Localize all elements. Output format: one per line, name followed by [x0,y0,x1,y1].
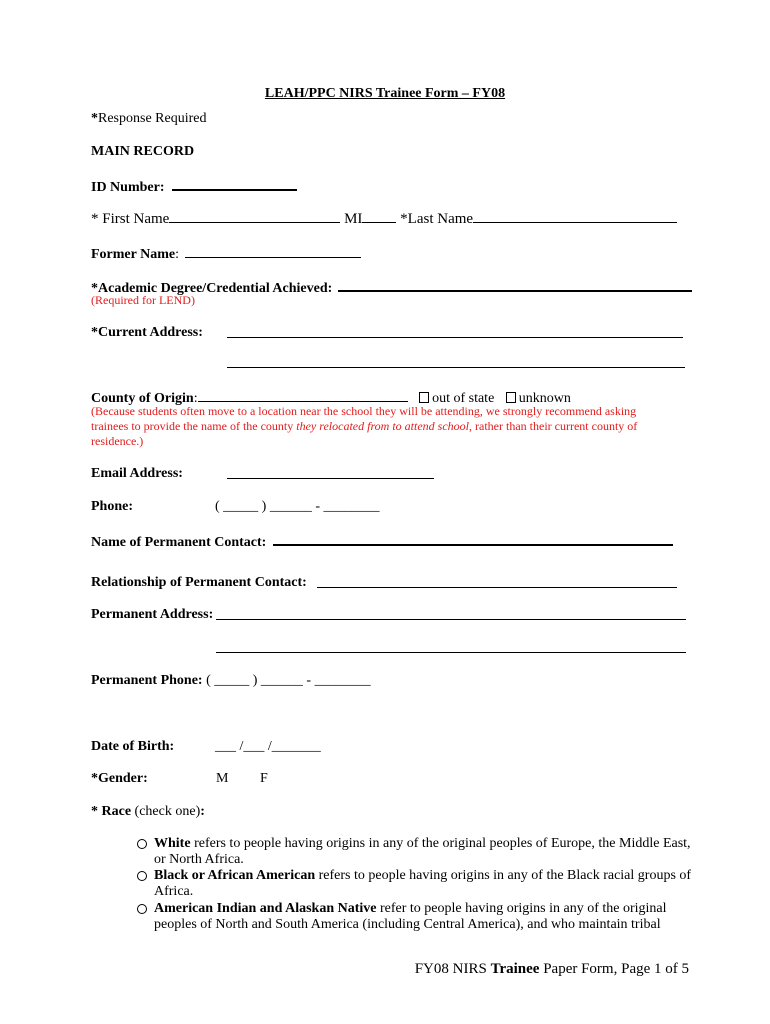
current-address-label: *Current Address: [91,325,203,340]
county-note-italic: they relocated from to attend school [296,419,470,433]
race-description-cont: Africa. [154,884,194,899]
response-required-note [91,110,206,127]
race-instruction: (check one) [131,804,201,819]
permanent-contact-field[interactable] [273,531,673,546]
dob-field[interactable]: ___ /___ /_______ [215,739,321,754]
race-term: Black or African American [154,868,316,883]
race-term: American Indian and Alaskan Native [154,901,377,916]
race-option-text [154,868,692,900]
county-colon: : [193,391,198,406]
former-name-colon: : [175,247,179,262]
permanent-contact-row [91,531,673,551]
permanent-address-line-1[interactable] [216,619,686,620]
last-name-label: *Last Name [400,211,474,227]
id-number-label: ID Number: [91,180,165,195]
county-note-line-3: residence.) [91,434,144,448]
former-name-label: Former Name [91,247,176,262]
race-description: refers to people having origins in any of the Black racial groups of [315,868,692,883]
first-name-field[interactable] [169,209,340,223]
footer-text-post: Paper Form, Page 1 of 5 [539,961,689,977]
county-note-text-b: , rather than their current county of [469,419,638,433]
degree-label: *Academic Degree/Credential Achieved: [91,281,333,296]
race-option-american-indian[interactable] [137,901,692,933]
race-description: refers to people having origins in any of the original peoples of Europe, the Middle East, [190,836,691,851]
form-title [0,85,770,102]
footer-text-bold: Trainee [490,961,540,977]
race-option-white[interactable] [137,836,692,868]
permanent-phone-label: Permanent Phone: [91,673,203,688]
required-text: Response Required [98,111,207,126]
unknown-label: unknown [518,391,571,406]
unknown-checkbox[interactable] [506,392,516,403]
county-note-line-2 [91,419,637,434]
permanent-phone-field[interactable]: ( _____ ) ______ - ________ [206,673,371,688]
permanent-phone-row [91,672,371,689]
mi-field[interactable] [362,209,396,223]
relationship-field[interactable] [317,587,677,588]
former-name-field[interactable] [185,244,361,258]
mi-label: MI [344,211,363,227]
county-label: County of Origin [91,391,194,406]
radio-bullet-icon[interactable] [137,839,147,849]
race-label: * Race [91,804,132,819]
gender-option-m[interactable]: M [216,771,229,786]
gender-option-f[interactable]: F [260,771,268,786]
county-note-line-1: (Because students often move to a location near the school they will be attending, we strongly recommend asking [91,404,637,418]
page-footer [415,961,689,978]
race-option-black[interactable] [137,868,692,900]
race-colon: : [200,804,205,819]
required-star: * [91,111,98,126]
permanent-contact-label: Name of Permanent Contact: [91,535,267,550]
county-note-text-a: trainees to provide the name of the county [91,419,297,433]
out-of-state-label: out of state [432,391,495,406]
email-field[interactable] [227,478,434,479]
permanent-address-line-2[interactable] [216,652,686,653]
first-name-label: * First Name [91,211,170,227]
race-description: refer to people having origins in any of the original [376,901,667,916]
dob-label: Date of Birth: [91,739,175,754]
email-label: Email Address: [91,466,183,481]
out-of-state-checkbox[interactable] [419,392,429,403]
form-title-text: LEAH/PPC NIRS Trainee Form – FY08 [264,86,506,101]
race-term: White [154,836,191,851]
degree-field[interactable] [338,277,692,292]
gender-label: *Gender: [91,771,148,786]
county-field[interactable] [198,388,408,402]
degree-note: (Required for LEND) [91,293,195,307]
name-row [91,209,677,228]
former-name-row [91,244,361,263]
footer-text-pre: FY08 NIRS [414,961,491,977]
phone-field[interactable]: ( _____ ) ______ - ________ [215,499,380,514]
permanent-address-label: Permanent Address: [91,607,214,622]
race-option-text [154,901,692,933]
race-description-cont: peoples of North and South America (including Central America), and who maintain tribal [154,917,661,932]
radio-bullet-icon[interactable] [137,871,147,881]
race-option-text [154,836,692,868]
race-description-cont: or North Africa. [154,852,244,867]
radio-bullet-icon[interactable] [137,904,147,914]
phone-label: Phone: [91,499,133,514]
id-number-row [91,176,297,196]
id-number-field[interactable] [172,176,297,191]
current-address-line-1[interactable] [227,337,683,338]
last-name-field[interactable] [473,209,677,223]
relationship-label: Relationship of Permanent Contact: [91,575,307,590]
race-label-row [91,803,205,820]
current-address-line-2[interactable] [227,367,685,368]
main-record-heading: MAIN RECORD [91,144,195,159]
